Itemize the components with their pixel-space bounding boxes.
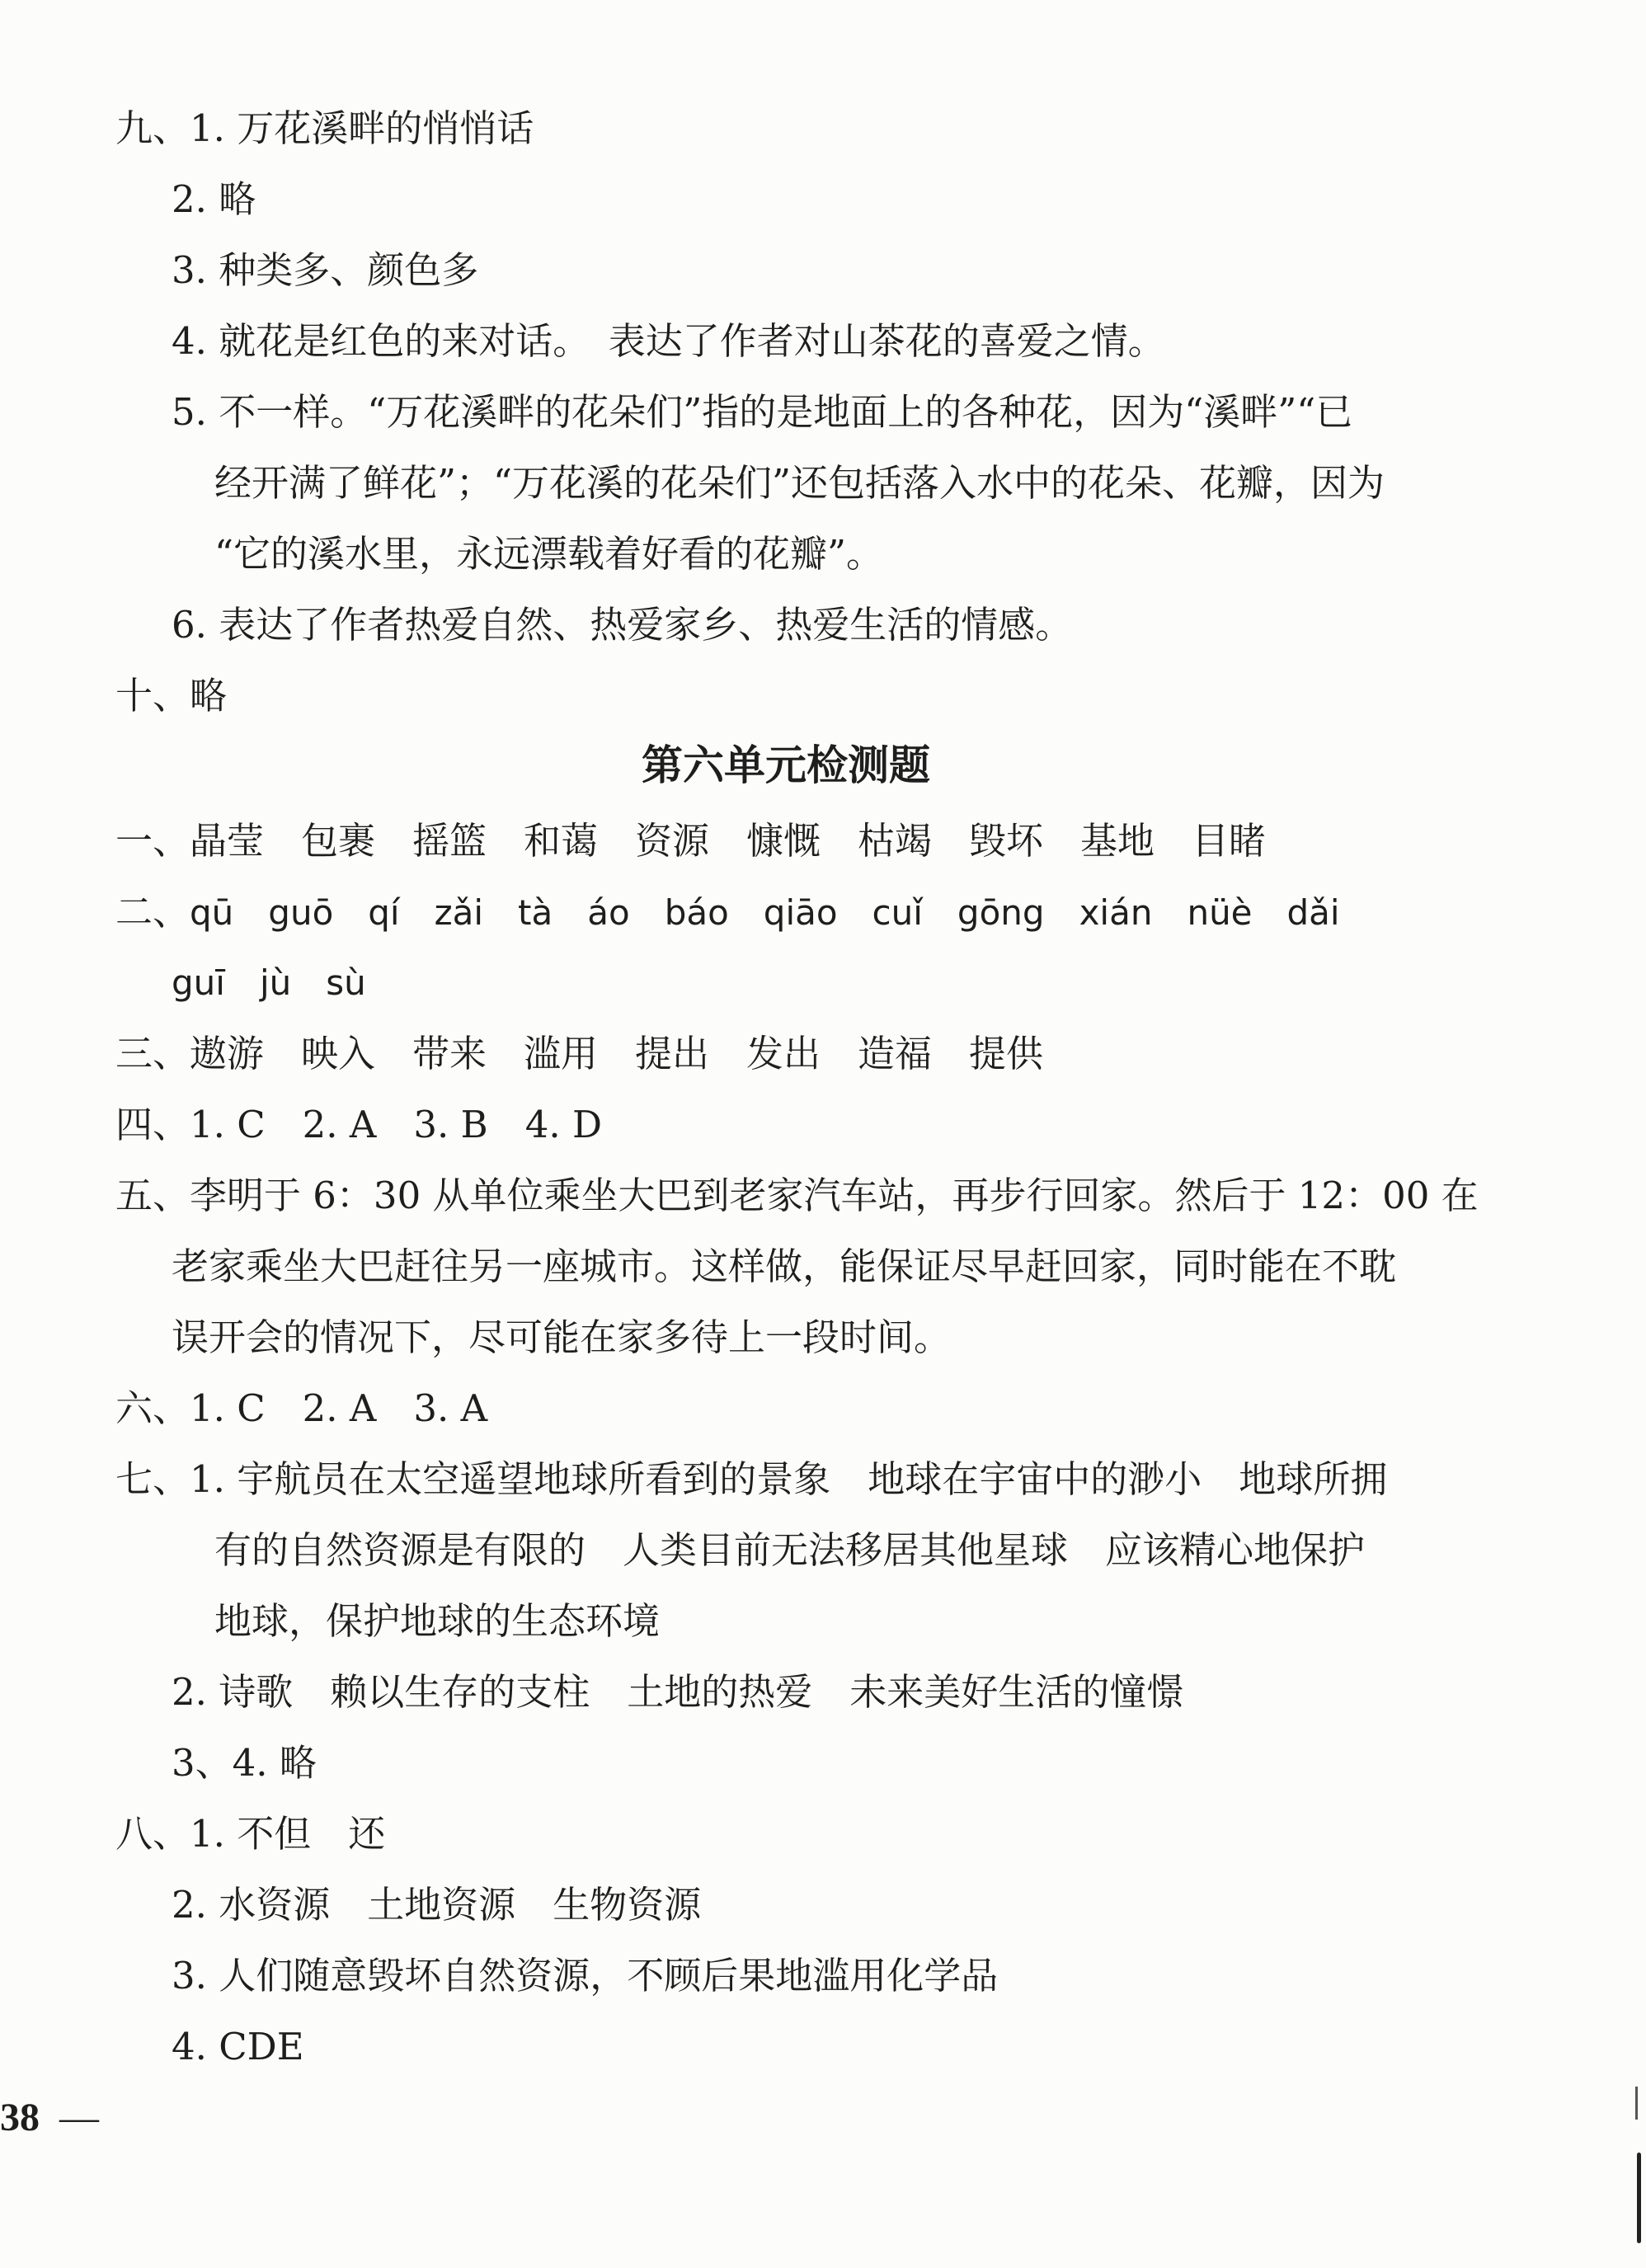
unit6-answer-5-line2: 老家乘坐大巴赶往另一座城市。这样做，能保证尽早赶回家，同时能在不耽 [172, 1245, 1397, 1288]
unit6-answer-4: 四、1. C 2. A 3. B 4. D [115, 1103, 603, 1146]
answer-9-5-line1: 5. 不一样。“万花溪畔的花朵们”指的是地面上的各种花，因为“溪畔”“已 [172, 390, 1353, 434]
unit6-answer-7-1-line3: 地球，保护地球的生态环境 [214, 1599, 661, 1643]
unit6-answer-2-line1 [115, 887, 1340, 938]
answer-9-4: 4. 就花是红色的来对话。 表达了作者对山茶花的喜爱之情。 [172, 319, 1165, 363]
answer-9-5-line2: 经开满了鲜花”；“万花溪的花朵们”还包括落入水中的花朵、花瓣，因为 [214, 461, 1385, 505]
unit6-answer-8-1: 八、1. 不但 还 [115, 1812, 386, 1856]
unit6-answer-7-2: 2. 诗歌 赖以生存的支柱 土地的热爱 未来美好生活的憧憬 [172, 1670, 1184, 1714]
unit6-answer-8-4: 4. CDE [172, 2025, 304, 2068]
pinyin-row-1: qū guō qí zǎi tà áo báo qiāo cuǐ gōng xián nüè dǎi [190, 892, 1340, 933]
answer-9-1: 九、1. 万花溪畔的悄悄话 [115, 106, 534, 150]
page-number: 38 [0, 2096, 40, 2139]
unit6-answer-7-1-line2: 有的自然资源是有限的 人类目前无法移居其他星球 应该精心地保护 [214, 1528, 1366, 1572]
unit6-answer-7-3-4: 3、4. 略 [172, 1741, 317, 1785]
scan-edge-mark [1635, 2087, 1638, 2120]
unit6-answer-8-3: 3. 人们随意毁坏自然资源，不顾后果地滥用化学品 [172, 1954, 999, 1997]
unit6-answer-7-1-line1: 七、1. 宇航员在太空遥望地球所看到的景象 地球在宇宙中的渺小 地球所拥 [115, 1457, 1388, 1501]
answer-9-6: 6. 表达了作者热爱自然、热爱家乡、热爱生活的情感。 [172, 603, 1073, 647]
answer-9-5-line3: “它的溪水里，永远漂载着好看的花瓣”。 [214, 532, 884, 576]
unit6-answer-6: 六、1. C 2. A 3. A [115, 1386, 488, 1430]
unit6-answer-3: 三、遨游 映入 带来 滥用 提出 发出 造福 提供 [115, 1032, 1044, 1075]
answer-9-2: 2. 略 [172, 177, 256, 221]
answer-9-3: 3. 种类多、颜色多 [172, 248, 479, 292]
page-footer [0, 2095, 99, 2140]
unit6-answer-2-prefix: 二、 [115, 890, 190, 934]
footer-dash: — [59, 2096, 99, 2139]
scan-edge-mark [1637, 2153, 1641, 2243]
unit6-answer-8-2: 2. 水资源 土地资源 生物资源 [172, 1883, 702, 1927]
unit6-answer-1: 一、晶莹 包裹 摇篮 和蔼 资源 慷慨 枯竭 毁坏 基地 目睹 [115, 819, 1267, 863]
answer-10: 十、略 [115, 674, 228, 718]
unit6-answer-5-line3: 误开会的情况下，尽可能在家多待上一段时间。 [172, 1315, 952, 1359]
pinyin-row-2: guī jù sù [172, 962, 366, 1003]
unit6-answer-5-line1: 五、李明于 6：30 从单位乘坐大巴到老家汽车站，再步行回家。然后于 12：00 在 [115, 1174, 1479, 1217]
unit-heading: 第六单元检测题 [642, 741, 930, 789]
